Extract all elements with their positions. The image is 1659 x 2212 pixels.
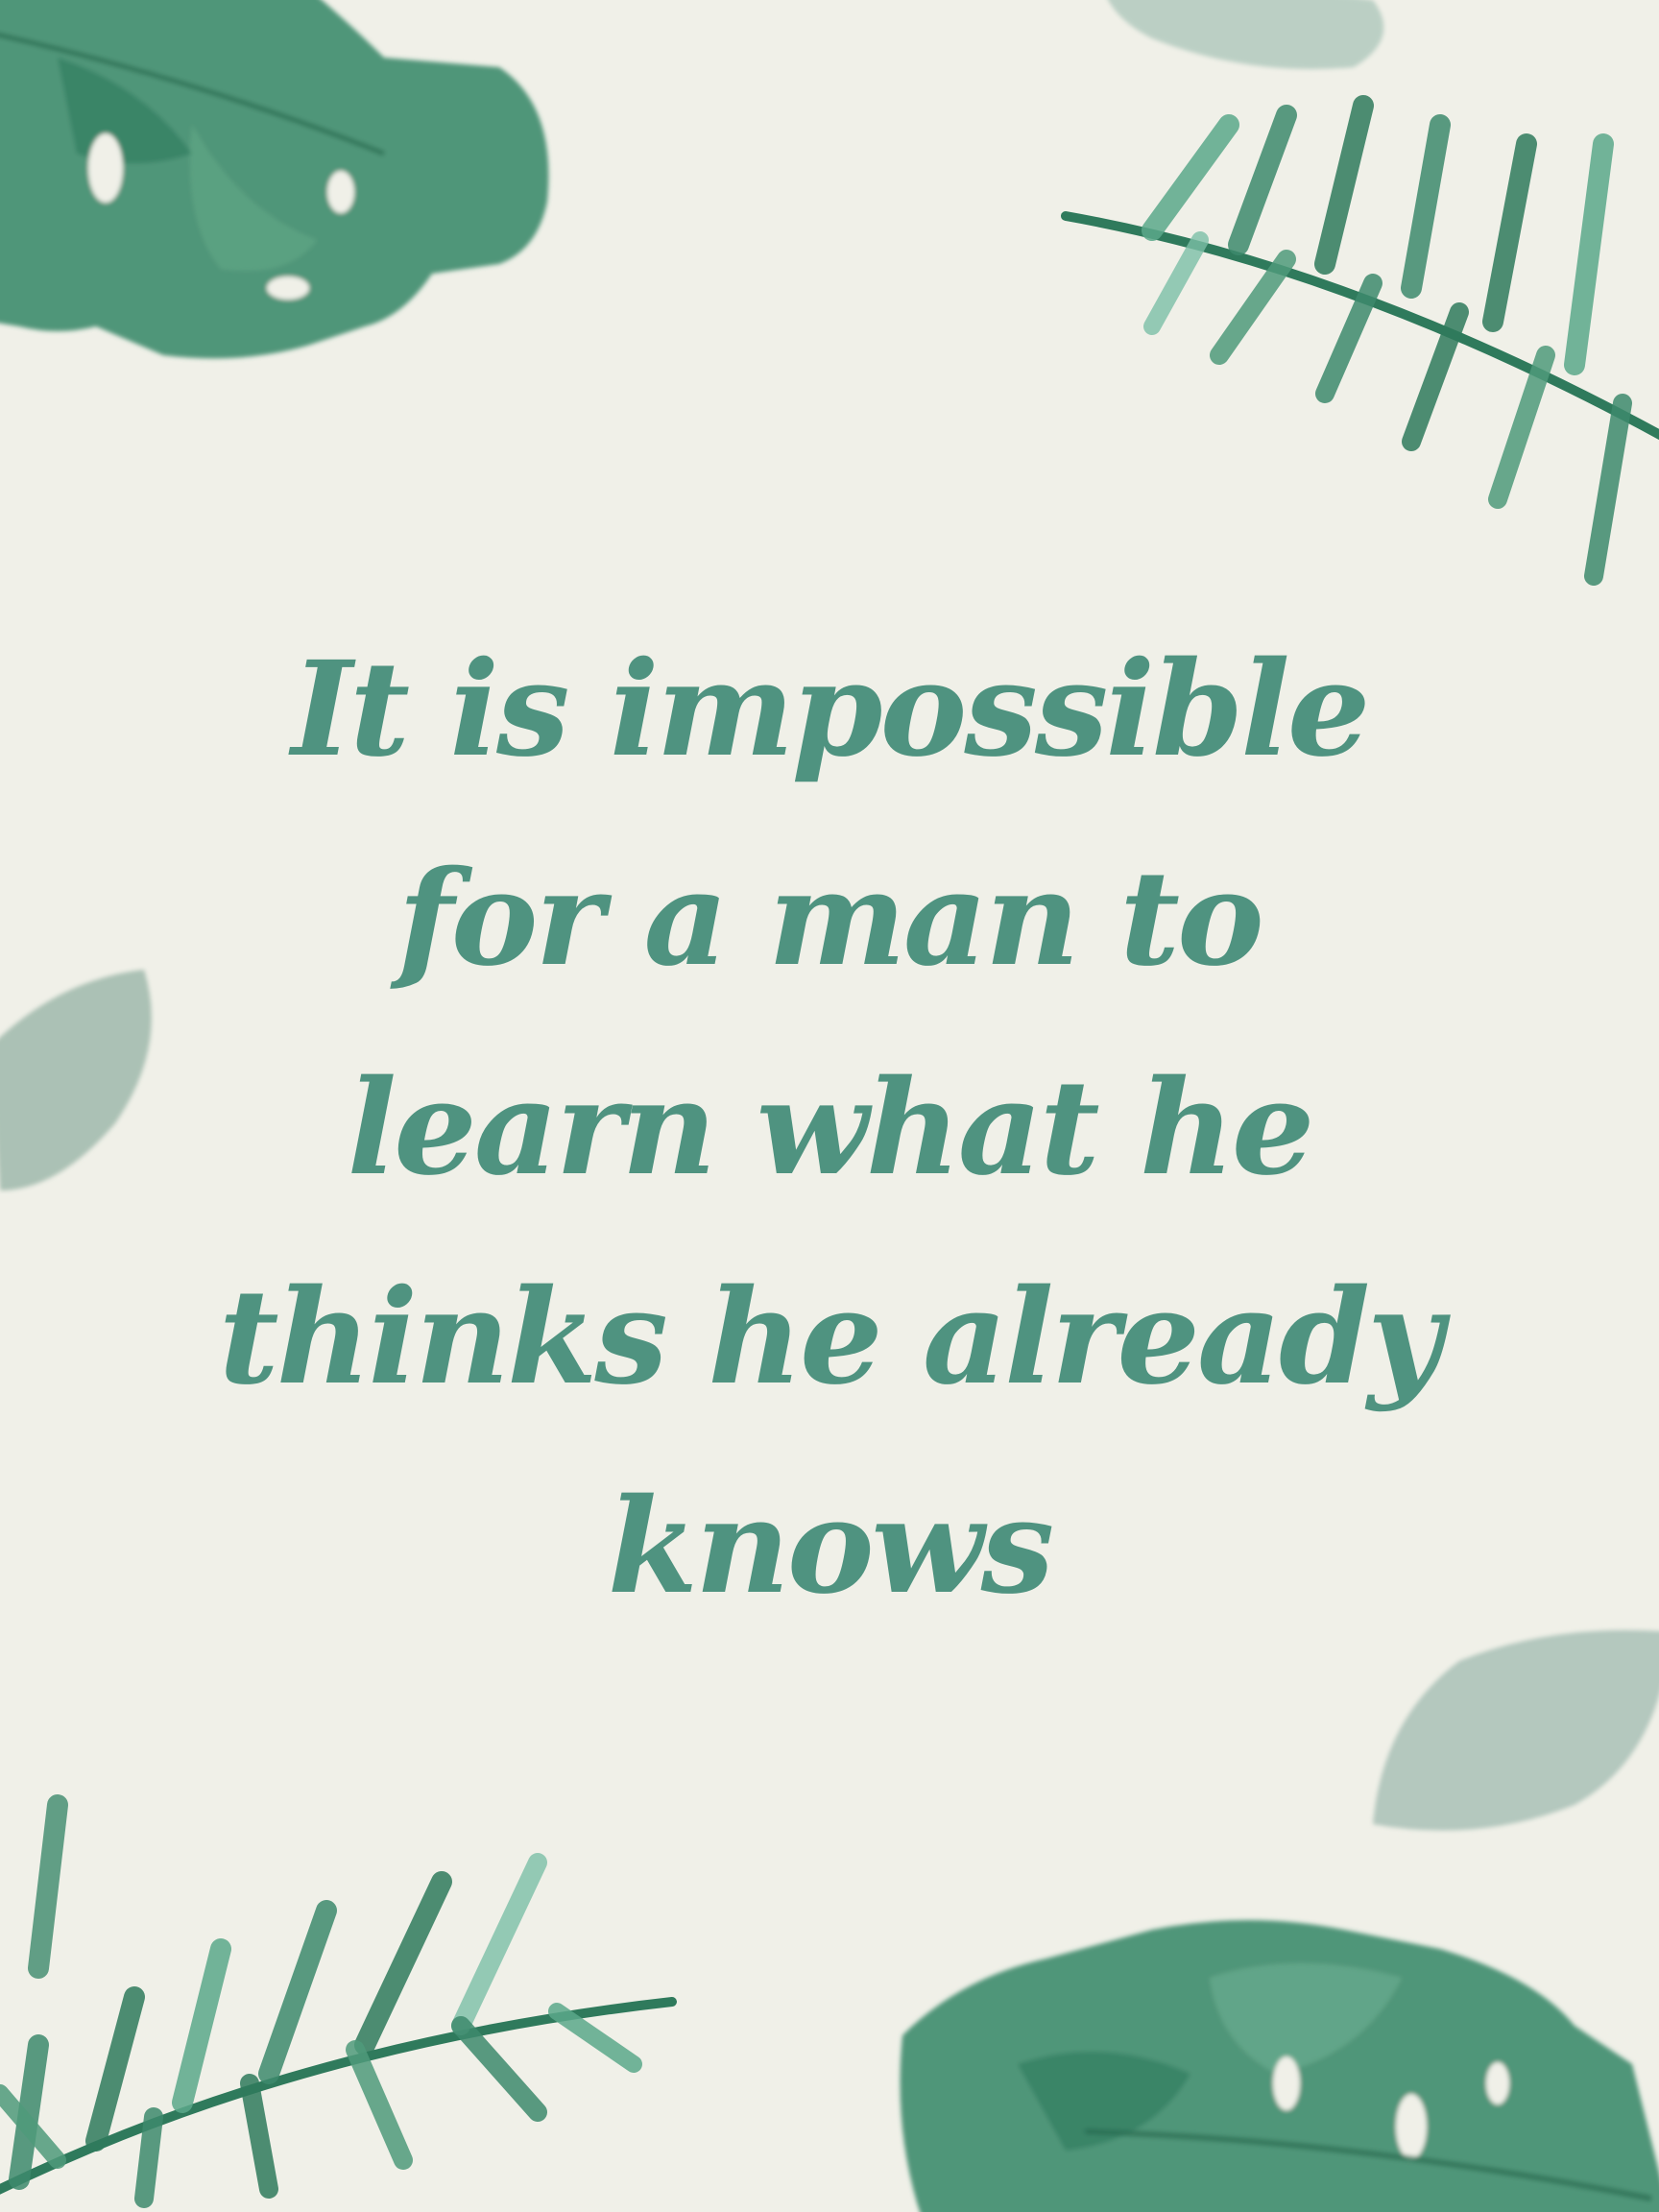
monstera-leaf-icon	[0, 0, 548, 358]
quote-line-5: knows	[607, 1470, 1052, 1623]
quote-line-4: thinks he already	[218, 1261, 1441, 1414]
quote-text	[154, 605, 1505, 1651]
quote-line-2: for a man to	[397, 842, 1262, 996]
quote-line-1: It is impossible	[291, 633, 1368, 786]
small-leaf-icon	[0, 970, 152, 1190]
small-leaf-icon	[1373, 1630, 1659, 1831]
small-leaf-icon	[1104, 0, 1383, 69]
monstera-leaf-icon	[901, 1920, 1659, 2212]
quote-line-3: learn what he	[347, 1051, 1312, 1205]
palm-frond-icon	[1066, 106, 1659, 576]
palm-frond-icon	[0, 1805, 672, 2199]
